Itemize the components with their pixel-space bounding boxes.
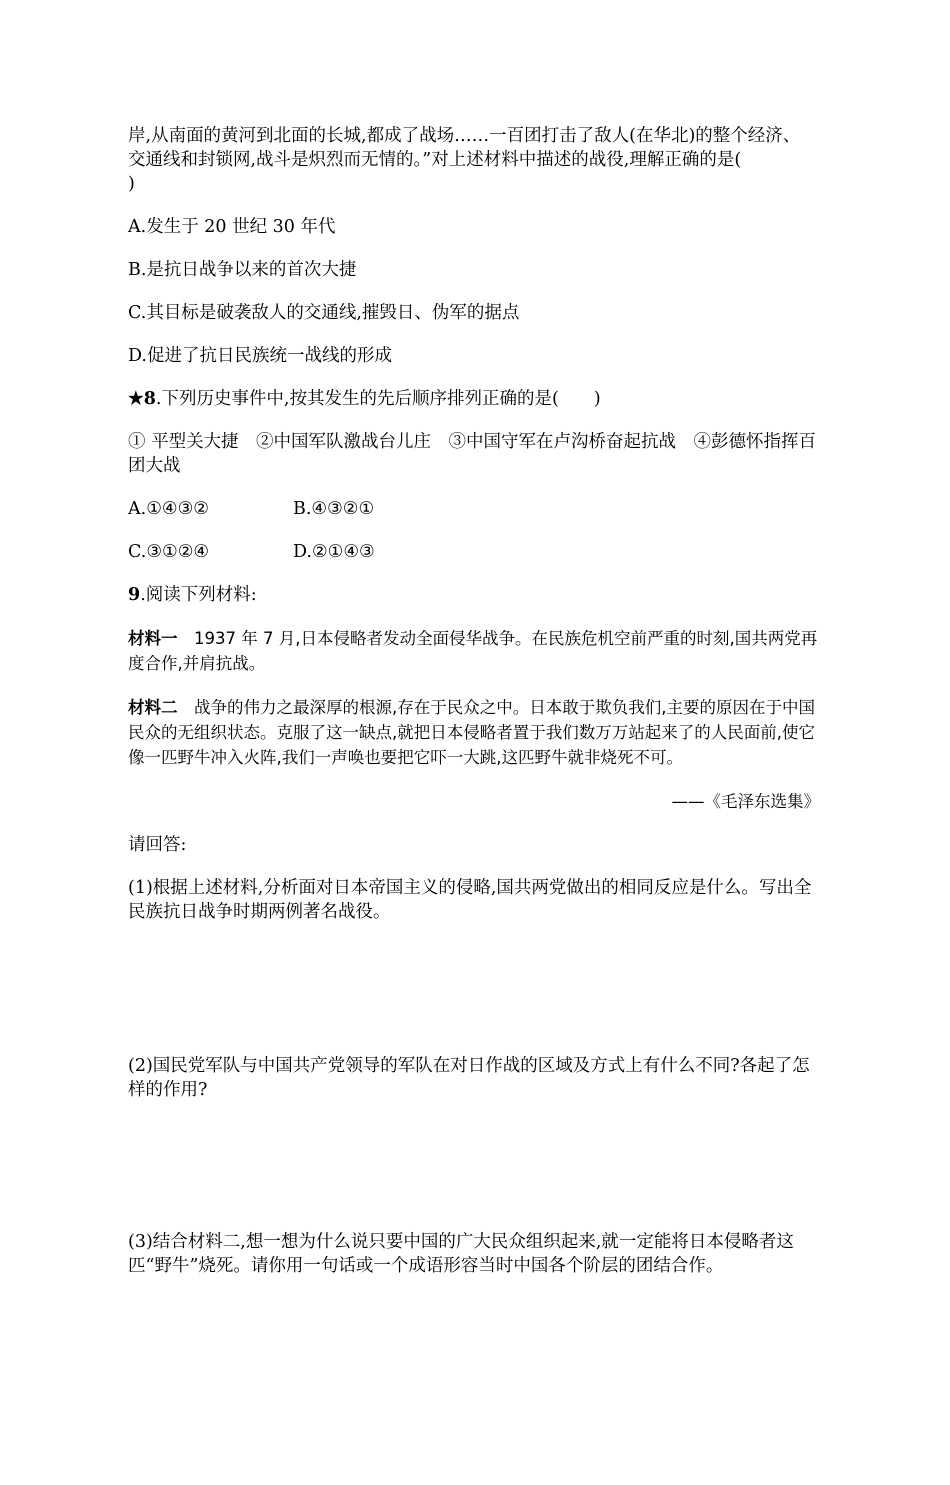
q9-stem (128, 583, 820, 607)
q8-option-c: C.③①②④ (128, 542, 210, 562)
material-1-label: 材料一 (128, 629, 178, 648)
q8-stem (128, 387, 820, 411)
q9-subquestion-1: (1)根据上述材料,分析面对日本帝国主义的侵略,国共两党做出的相同反应是什么。写出全民族抗日战争时期两例著名战役。 (128, 878, 812, 922)
q9-stem-text: .阅读下列材料: (140, 585, 257, 605)
q8-number: ★8 (128, 389, 156, 409)
q9-prompt: 请回答: (128, 835, 187, 855)
q7-continuation-line-3: ) (128, 174, 135, 194)
material-2-label: 材料二 (128, 698, 178, 717)
material-source: ——《毛泽东选集》 (671, 792, 820, 811)
q8-option-b: B.④③②① (293, 499, 375, 519)
q8-option-a: A.①④③② (128, 499, 209, 519)
answer-space-2 (128, 1102, 820, 1208)
q8-stem-text: .下列历史事件中,按其发生的先后顺序排列正确的是( ) (155, 389, 601, 409)
material-2-text: 战争的伟力之最深厚的根源,存在于民众之中。日本敢于欺负我们,主要的原因在于中国民众的无组织状态。克服了这一缺点,就把日本侵略者置于我们数万万站起来了的人民面前,使它像一匹野牛冲入火阵,我们一声唤也要把它吓一大跳,这匹野牛就非烧死不可。 (128, 698, 815, 767)
q9-material-1 (128, 626, 820, 676)
q8-option-d: D.②①④③ (293, 542, 375, 562)
q7-option-d: D.促进了抗日民族统一战线的形成 (128, 346, 392, 366)
q7-continuation-line-2: 交通线和封锁网,战斗是炽烈而无情的。”对上述材料中描述的战役,理解正确的是( (128, 150, 742, 170)
material-1-text: 1937 年 7 月,日本侵略者发动全面侵华战争。在民族危机空前严重的时刻,国共两党再度合作,并肩抗战。 (128, 629, 818, 673)
q7-continuation-line-1: 岸,从南面的黄河到北面的长城,都成了战场……一百团打击了敌人(在华北)的整个经济、 (128, 126, 801, 146)
q8-options-row-1 (128, 497, 820, 521)
q7-option-a: A.发生于 20 世纪 30 年代 (128, 217, 336, 237)
q9-number: 9 (128, 585, 141, 605)
q7-option-c: C.其目标是破袭敌人的交通线,摧毁日、伪军的据点 (128, 303, 520, 323)
q8-events: ① 平型关大捷 ②中国军队激战台儿庄 ③中国守军在卢沟桥奋起抗战 ④彭德怀指挥百团大战 (128, 432, 817, 476)
q9-subquestion-2: (2)国民党军队与中国共产党领导的军队在对日作战的区域及方式上有什么不同?各起了怎样的作用? (128, 1056, 810, 1100)
q7-option-b: B.是抗日战争以来的首次大捷 (128, 260, 357, 280)
page-content (128, 124, 820, 1278)
q8-options-row-2 (128, 540, 820, 564)
answer-space-1 (128, 924, 820, 1032)
q9-subquestion-3: (3)结合材料二,想一想为什么说只要中国的广大民众组织起来,就一定能将日本侵略者这匹“野牛”烧死。请你用一句话或一个成语形容当时中国各个阶层的团结合作。 (128, 1232, 794, 1276)
q9-material-2 (128, 695, 820, 770)
